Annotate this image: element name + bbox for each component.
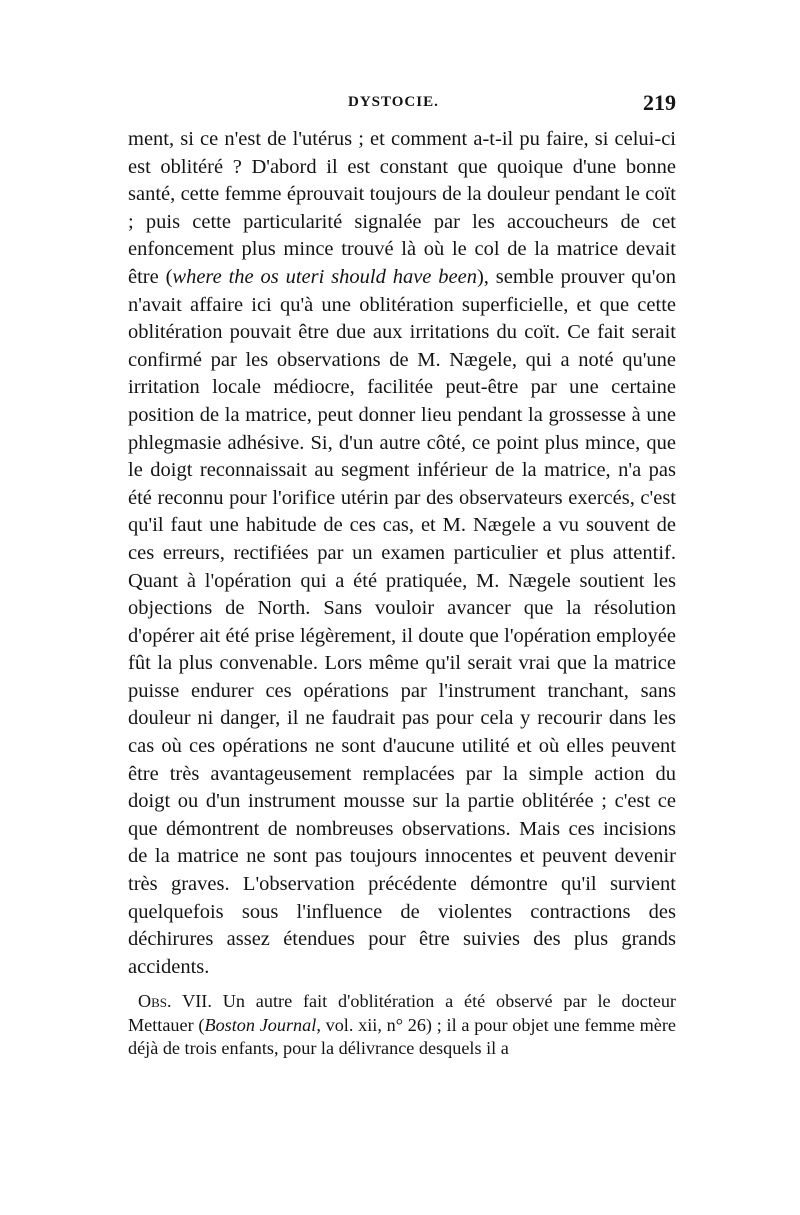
paragraph-text-continued: ), semble prouver qu'on n'avait affaire ici qu'à une oblitération superficielle, et que cette oblitération pouvait être due aux irritations du coït. Ce fait serait confirmé par les observations de M. Nægele, qui a noté qu'une irritation locale médiocre, facilitée peut-être par une certaine position de la matrice, peut donner lieu pendant la grossesse à une phlegmasie adhésive. Si, d'un autre côté, ce point plus mince, que le doigt reconnaissait au segment inférieur de la matrice, n'a pas été reconnu pour l'orifice utérin par des observateurs exercés, c'est qu'il faut une habitude de ces cas, et M. Nægele a vu souvent de ces erreurs, rectifiées par un examen particulier et plus attentif. Quant à l'opération qui a été pratiquée, M. Nægele soutient les objections de North. Sans vouloir avancer que la résolution d'opérer ait été prise légèrement, il doute que l'opération employée fût la plus convenable. Lors même qu'il serait vrai que la matrice puisse endurer ces opérations par l'instrument tranchant, sans douleur ni danger, il ne faudrait pas pour cela y recourir dans les cas où ces opérations ne sont d'aucune utilité et où elles peuvent être très avantageusement remplacées par la simple action du doigt ou d'un instrument mousse sur la partie oblitérée ; c'est ce que démontrent de nombreuses observations. Mais ces incisions de la matrice ne sont pas toujours innocentes et peuvent devenir très graves. L'observation précédente démontre qu'il survient quelquefois sous l'influence de violentes contractions des déchirures assez étendues pour être suivies des plus grands accidents. <box>128 265 676 978</box>
journal-title: Boston Journal <box>204 1014 317 1035</box>
note-text: Un autre fait d'oblitération a été observé par le docteur Mettauer ( <box>128 991 676 1035</box>
running-head <box>128 90 676 120</box>
observation-note <box>128 990 676 1061</box>
italic-quote: where the os uteri should have been <box>172 265 477 288</box>
observation-label: Obs. VII. <box>138 991 212 1011</box>
paragraph <box>128 126 676 981</box>
paragraph-text: ment, si ce n'est de l'utérus ; et comment a-t-il pu faire, si celui-ci est oblitéré ? D'abord il est constant que quoique d'une bonne santé, cette femme éprouvait toujours de la douleur pendant le coït ; puis cette particularité signalée par les accoucheurs de cet enfoncement plus mince trouvé là où le col de la matrice devait être ( <box>128 128 676 288</box>
body-text <box>128 126 676 981</box>
note-paragraph <box>128 990 676 1061</box>
running-title: DYSTOCIE. <box>348 94 439 110</box>
note-text-continued: , vol. xii, n° 26) ; il a pour objet une femme mère déjà de trois enfants, pour la délivrance desquels il a <box>128 1014 677 1058</box>
page-number: 219 <box>643 90 676 115</box>
